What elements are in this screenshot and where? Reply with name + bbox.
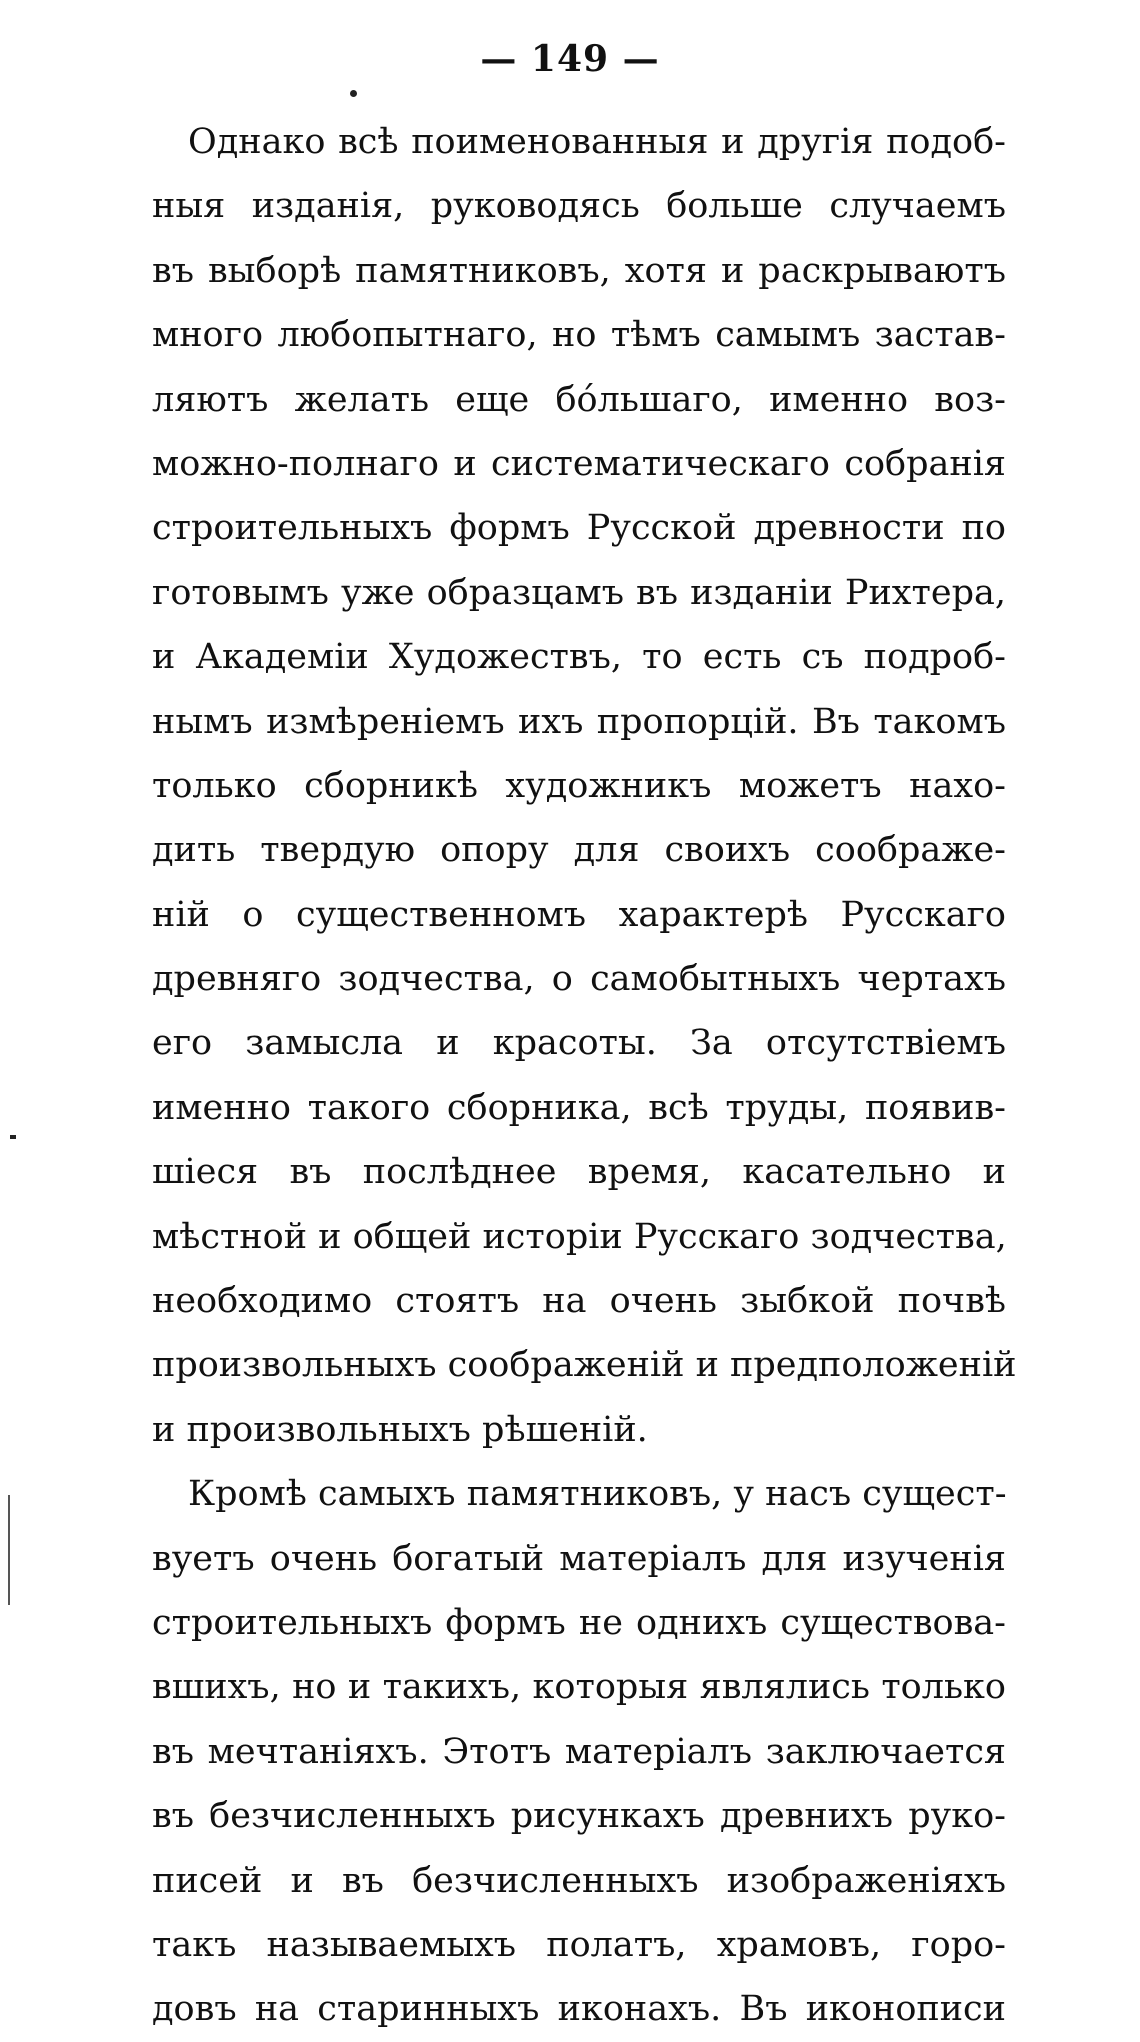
text-line: писей и въ безчисленныхъ изображеніяхъ	[152, 1860, 1006, 1901]
text-line: его замысла и красоты. За отсутствіемъ	[152, 1023, 1006, 1064]
text-line: довъ на старинныхъ иконахъ. Въ иконописи	[152, 1989, 1006, 2030]
text-line: Кромѣ самыхъ памятниковъ, у насъ сущест-	[188, 1474, 1007, 1515]
scan-speck	[8, 1495, 10, 1605]
text-line: именно такого сборника, всѣ труды, появив-	[152, 1087, 1006, 1128]
text-line: произвольныхъ соображеній и предположеній	[152, 1345, 1017, 1386]
text-line: древняго зодчества, о самобытныхъ чертахъ	[152, 959, 1006, 1000]
body-text	[152, 110, 1017, 2042]
text-line: такъ называемыхъ полатъ, храмовъ, горо-	[152, 1924, 1006, 1965]
text-line: Однако всѣ поименованныя и другія подоб-	[188, 122, 1006, 162]
text-line: строительныхъ формъ Русской древности по	[152, 508, 1006, 549]
page-number: — 149 —	[480, 38, 660, 80]
text-line: готовымъ уже образцамъ въ изданіи Рихтера,	[152, 572, 1006, 613]
scan-speck	[10, 1135, 16, 1139]
text-line: строительныхъ формъ не однихъ существова-	[152, 1602, 1006, 1643]
text-line: мѣстной и общей исторіи Русскаго зодчества,	[152, 1216, 1007, 1257]
text-line: и произвольныхъ рѣшеній.	[152, 1409, 648, 1450]
scan-speck	[350, 90, 357, 97]
text-line: въ мечтаніяхъ. Этотъ матеріалъ заключается	[152, 1731, 1006, 1772]
text-line: шіеся въ послѣднее время, касательно и	[152, 1152, 1006, 1193]
text-line: вшихъ, но и такихъ, которыя являлись только	[152, 1667, 1006, 1708]
text-line: нымъ измѣреніемъ ихъ пропорцій. Въ такомъ	[152, 701, 1006, 742]
text-line: ныя изданія, руководясь больше случаемъ	[152, 186, 1006, 227]
text-line: много любопытнаго, но тѣмъ самымъ застав-	[152, 315, 1006, 356]
text-line: дить твердую опору для своихъ соображе-	[152, 830, 1006, 871]
text-line: въ выборѣ памятниковъ, хотя и раскрываютъ	[152, 250, 1006, 291]
text-line: въ безчисленныхъ рисункахъ древнихъ руко-	[152, 1796, 1006, 1837]
text-line: ляютъ желать еще бо́льшаго, именно воз-	[152, 379, 1006, 420]
text-line: вуетъ очень богатый матеріалъ для изученія	[152, 1538, 1006, 1579]
text-line: ній о существенномъ характерѣ Русскаго	[152, 894, 1006, 935]
text-line: можно-полнаго и систематическаго собранія	[152, 443, 1006, 484]
text-line: необходимо стоятъ на очень зыбкой почвѣ	[152, 1281, 1006, 1322]
text-line: и Академіи Художествъ, то есть съ подроб-	[152, 637, 1006, 678]
text-line: только сборникѣ художникъ можетъ нахо-	[152, 765, 1006, 806]
